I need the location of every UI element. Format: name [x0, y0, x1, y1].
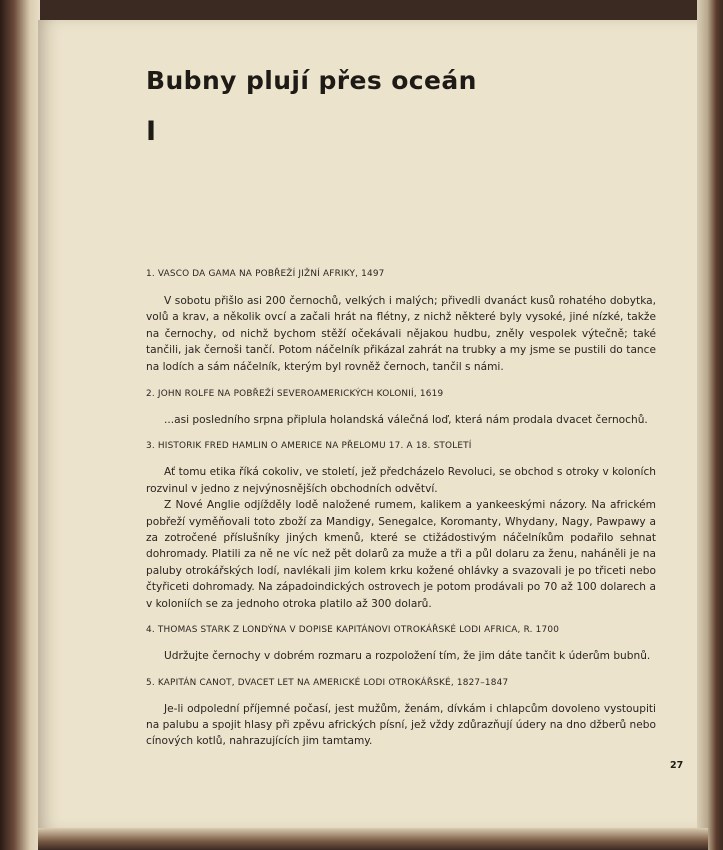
section-heading: 5. KAPITÁN CANOT, DVACET LET NA AMERICKÉ LODI OTROKÁŘSKÉ, 1827–1847 [146, 677, 509, 688]
paragraph: Je-li odpolední příjemné počasí, jest mužům, ženám, dívkám i chlapcům dovoleno vystoupiti na palubu a spojit hlasy při zpěvu afrických písní, jež vždy zdůrazňují údery na dno džberů nebo cínových kotlů, nahrazujících jim tamtamy. [146, 702, 656, 748]
book-spine [0, 0, 40, 850]
part-number: I [146, 116, 157, 147]
page-edge [697, 0, 723, 850]
section-heading: 4. THOMAS STARK Z LONDÝNA V DOPISE KAPITÁNOVI OTROKÁŘSKÉ LODI AFRICA, R. 1700 [146, 625, 560, 636]
section-heading: 2. JOHN ROLFE NA POBŘEŽÍ SEVEROAMERICKÝCH KOLONIÍ, 1619 [146, 389, 444, 400]
page-bottom-edge [38, 828, 708, 850]
section-heading: 1. VASCO DA GAMA NA POBŘEŽÍ JIŽNÍ AFRIKY, 1497 [146, 269, 385, 279]
chapter-title: Bubny plují přes oceán [146, 66, 477, 95]
section-2 [146, 388, 656, 428]
section-4 [146, 624, 656, 664]
section-heading: 3. HISTORIK FRED HAMLIN O AMERICE NA PŘELOMU 17. A 18. STOLETÍ [146, 441, 472, 452]
section-1 [146, 268, 656, 375]
page-number: 27 [670, 760, 684, 771]
paragraph: ...asi posledního srpna připlula holandská válečná loď, která nám prodala dvacet černochů. [164, 414, 648, 427]
paragraph: Z Nové Anglie odjížděly lodě naložené rumem, kalikem a yankeeskými názory. Na africkém pobřeží vyměňovali toto zboží za Mandigy, Senegalce, Koromanty, Whydany, Nagy, Pawpawy a za zotročené příslušníky jiných kmenů, které se ctižádostivým náčelníkům podařilo sehnat dohromady. Platili za ně ne víc než pět dolarů za muže a tři a půl dolaru za ženu, naháněli je na paluby otrokářských lodí, navlékali jim kolem krku kožené ohlávky a svazovali je po třiceti nebo čtyřiceti dohromady. Na západoindických ostrovech je potom prodávali po 70 až 100 dolarech a v koloniích se za jednoho otroka platilo až 300 dolarů. [146, 499, 656, 610]
section-3 [146, 440, 656, 612]
paragraph: V sobotu přišlo asi 200 černochů, velkých i malých; přivedli dvanáct kusů rohatého dobytka, volů a krav, a několik ovcí a začali hrát na flétny, z nichž některé byly vysoké, jiné nízké, takže na černochy, od nichž bychom stěží očekávali nějakou hudbu, zněly vespolek výtečně; také tančili, jak černoši tančí. Potom náčelník přikázal zahrát na trubky a my jsme se pustili do tance na lodích a sám náčelník, kterým byl rovněž černoch, tančil s námi. [146, 295, 656, 373]
paragraph: Ať tomu etika říká cokoliv, ve století, jež předcházelo Revoluci, se obchod s otroky v koloních rozvinul v jedno z nejvýnosnějších obchodních odvětví. [146, 466, 656, 495]
section-5 [146, 677, 656, 750]
page-content [146, 268, 656, 750]
paragraph: Udržujte černochy v dobrém rozmaru a rozpoložení tím, že jim dáte tančit k úderům bubnů. [164, 650, 651, 663]
